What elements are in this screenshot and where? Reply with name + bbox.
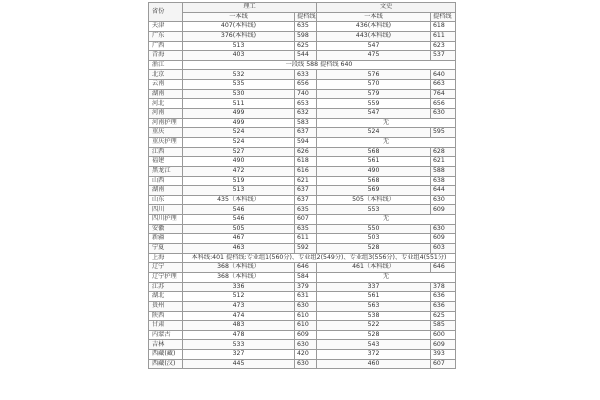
science-tier1-cell: 473 [183,301,295,311]
province-cell: 贵州 [149,301,183,311]
table-body [149,3,456,369]
liberal-tier1-cell: 568 [317,176,431,186]
liberal-tier1-cell: 550 [317,224,431,234]
table-row [149,301,456,311]
science-tier1-cell: 505 [183,224,295,234]
liberal-tier1-cell: 561 [317,292,431,302]
table-row [149,60,456,70]
table-row [149,31,456,41]
table-row [149,128,456,138]
science-admit-cell: 609 [295,330,317,340]
province-cell: 新疆 [149,234,183,244]
table-row [149,22,456,32]
science-admit-cell: 635 [295,224,317,234]
liberal-none-cell: 无 [317,118,456,128]
liberal-tier1-cell: 337 [317,282,431,292]
liberal-none-cell: 无 [317,215,456,225]
liberal-admit-cell: 764 [431,89,456,99]
province-cell: 广西 [149,41,183,51]
science-admit-cell: 631 [295,292,317,302]
liberal-tier1-cell: 372 [317,350,431,360]
table-row [149,359,456,369]
liberal-admit-cell: 611 [431,31,456,41]
liberal-admit-cell: 609 [431,205,456,215]
liberal-admit-cell: 644 [431,186,456,196]
science-tier1-cell: 513 [183,41,295,51]
span-note-cell: 一段线 588 提档线 640 [183,60,456,70]
table-row [149,244,456,254]
province-cell: 江苏 [149,282,183,292]
liberal-tier1-cell: 461（本科线） [317,263,431,273]
province-cell: 重庆护理 [149,137,183,147]
province-cell: 云南 [149,80,183,90]
table-row [149,234,456,244]
science-admit-cell: 653 [295,99,317,109]
table-row [149,157,456,167]
science-header: 理工 [183,3,317,13]
science-admit-cell: 618 [295,157,317,167]
science-tier1-cell: 532 [183,70,295,80]
science-admit-cell: 420 [295,350,317,360]
science-admit-cell: 544 [295,51,317,61]
province-cell: 辽宁 [149,263,183,273]
science-tier1-cell: 467 [183,234,295,244]
science-admit-cell: 625 [295,41,317,51]
province-cell: 湖南 [149,89,183,99]
table-row [149,89,456,99]
table-row [149,186,456,196]
science-tier1-cell: 483 [183,321,295,331]
liberal-tier1-cell: 559 [317,99,431,109]
science-tier1-cell: 463 [183,244,295,254]
science-tier1-cell: 511 [183,99,295,109]
science-tier1-cell: 403 [183,51,295,61]
table-row [149,70,456,80]
table-row [149,195,456,205]
liberal-admit-cell: 609 [431,234,456,244]
liberal-admit-cell: 640 [431,70,456,80]
liberal-admit-cell: 636 [431,301,456,311]
science-admit-cell: 611 [295,234,317,244]
science-tier1-header: 一本线 [183,12,295,22]
liberal-admit-cell: 663 [431,80,456,90]
science-tier1-cell: 490 [183,157,295,167]
province-cell: 黑龙江 [149,166,183,176]
liberal-tier1-cell: 568 [317,147,431,157]
table-row [149,99,456,109]
table-row [149,147,456,157]
liberal-admit-cell: 623 [431,41,456,51]
table-row [149,137,456,147]
science-tier1-cell: 368（本科线） [183,263,295,273]
science-tier1-cell: 546 [183,205,295,215]
science-tier1-cell: 499 [183,118,295,128]
province-cell: 安徽 [149,224,183,234]
science-tier1-cell: 530 [183,89,295,99]
science-tier1-cell: 513 [183,186,295,196]
science-tier1-cell: 546 [183,215,295,225]
province-cell: 甘肃 [149,321,183,331]
liberal-admit-cell: 609 [431,340,456,350]
science-tier1-cell: 368（本科线） [183,272,295,282]
science-admit-cell: 379 [295,282,317,292]
table-row [149,263,456,273]
province-cell: 山东 [149,195,183,205]
liberal-admit-cell: 638 [431,176,456,186]
liberal-tier1-cell: 569 [317,186,431,196]
liberal-tier1-cell: 553 [317,205,431,215]
liberal-admit-cell: 378 [431,282,456,292]
liberal-tier1-cell: 436(本科线) [317,22,431,32]
liberal-admit-cell: 588 [431,166,456,176]
science-tier1-cell: 512 [183,292,295,302]
liberal-admit-cell: 628 [431,147,456,157]
science-admit-cell: 646 [295,263,317,273]
province-cell: 陕西 [149,311,183,321]
liberal-admit-cell: 636 [431,292,456,302]
science-tier1-cell: 407(本科线) [183,22,295,32]
liberal-none-cell: 无 [317,137,456,147]
table-row [149,311,456,321]
science-admit-cell: 598 [295,31,317,41]
liberal-tier1-cell: 443(本科线) [317,31,431,41]
liberal-admit-cell: 585 [431,321,456,331]
table-row [149,253,456,263]
science-tier1-cell: 327 [183,350,295,360]
table-row [149,118,456,128]
table-row [149,51,456,61]
liberal-tier1-cell: 576 [317,70,431,80]
table-row [149,80,456,90]
science-admit-cell: 621 [295,176,317,186]
liberal-tier1-cell: 570 [317,80,431,90]
science-tier1-cell: 499 [183,109,295,119]
liberal-admit-cell: 656 [431,99,456,109]
liberal-admit-cell: 621 [431,157,456,167]
table-row [149,350,456,360]
liberal-tier1-cell: 522 [317,321,431,331]
province-cell: 辽宁护理 [149,272,183,282]
liberal-admit-cell: 618 [431,22,456,32]
province-cell: 西藏(藏) [149,350,183,360]
science-admit-cell: 740 [295,89,317,99]
science-admit-cell: 637 [295,195,317,205]
province-cell: 湖南 [149,186,183,196]
province-cell: 河南 [149,109,183,119]
science-admit-cell: 626 [295,147,317,157]
province-cell: 内蒙古 [149,330,183,340]
science-admit-cell: 635 [295,22,317,32]
science-admit-cell: 633 [295,70,317,80]
table-row [149,292,456,302]
table-row [149,272,456,282]
science-admit-cell: 637 [295,186,317,196]
liberal-tier1-cell: 524 [317,128,431,138]
liberal-tier1-cell: 561 [317,157,431,167]
province-header: 省份 [149,3,183,22]
liberal-admit-header: 提档线 [431,12,456,22]
science-tier1-cell: 474 [183,311,295,321]
liberal-none-cell: 无 [317,272,456,282]
liberal-admit-cell: 630 [431,195,456,205]
table-row [149,166,456,176]
province-cell: 河北 [149,99,183,109]
liberal-header: 文史 [317,3,456,13]
science-admit-cell: 583 [295,118,317,128]
science-tier1-cell: 527 [183,147,295,157]
science-admit-cell: 584 [295,272,317,282]
province-cell: 山西 [149,176,183,186]
science-admit-cell: 594 [295,137,317,147]
province-cell: 天津 [149,22,183,32]
liberal-admit-cell: 393 [431,350,456,360]
province-cell: 重庆 [149,128,183,138]
table-row [149,330,456,340]
liberal-tier1-cell: 475 [317,51,431,61]
science-admit-cell: 616 [295,166,317,176]
liberal-tier1-cell: 579 [317,89,431,99]
science-tier1-cell: 472 [183,166,295,176]
province-cell: 河南护理 [149,118,183,128]
science-admit-cell: 630 [295,340,317,350]
science-admit-cell: 656 [295,80,317,90]
table-row [149,215,456,225]
liberal-tier1-cell: 505（本科线） [317,195,431,205]
liberal-tier1-cell: 547 [317,109,431,119]
province-cell: 浙江 [149,60,183,70]
science-admit-header: 提档线 [295,12,317,22]
liberal-admit-cell: 607 [431,359,456,369]
liberal-tier1-cell: 547 [317,41,431,51]
province-cell: 江西 [149,147,183,157]
span-note-cell: 本科线:401 提档线:专业组1(560分)、专业组2(549分)、专业组3(556分)、专业组4(551分) [183,253,456,263]
province-cell: 福建 [149,157,183,167]
liberal-admit-cell: 595 [431,128,456,138]
table-row [149,109,456,119]
liberal-tier1-header: 一本线 [317,12,431,22]
table-row [149,321,456,331]
province-cell: 四川护理 [149,215,183,225]
science-admit-cell: 637 [295,128,317,138]
science-admit-cell: 610 [295,321,317,331]
science-admit-cell: 630 [295,359,317,369]
science-tier1-cell: 336 [183,282,295,292]
liberal-tier1-cell: 503 [317,234,431,244]
science-tier1-cell: 478 [183,330,295,340]
liberal-tier1-cell: 460 [317,359,431,369]
science-tier1-cell: 435（本科线） [183,195,295,205]
table-row [149,282,456,292]
science-admit-cell: 630 [295,301,317,311]
province-cell: 宁夏 [149,244,183,254]
liberal-tier1-cell: 543 [317,340,431,350]
science-admit-cell: 607 [295,215,317,225]
science-tier1-cell: 535 [183,80,295,90]
liberal-admit-cell: 600 [431,330,456,340]
science-tier1-cell: 533 [183,340,295,350]
province-cell: 青海 [149,51,183,61]
province-cell: 北京 [149,70,183,80]
science-tier1-cell: 445 [183,359,295,369]
liberal-admit-cell: 646 [431,263,456,273]
table-row [149,205,456,215]
science-admit-cell: 632 [295,109,317,119]
liberal-admit-cell: 630 [431,109,456,119]
table-row [149,224,456,234]
liberal-tier1-cell: 528 [317,330,431,340]
province-cell: 上海 [149,253,183,263]
science-tier1-cell: 376(本科线) [183,31,295,41]
header-row [149,3,456,13]
table-row [149,176,456,186]
science-tier1-cell: 524 [183,137,295,147]
liberal-admit-cell: 630 [431,224,456,234]
liberal-admit-cell: 603 [431,244,456,254]
liberal-tier1-cell: 528 [317,244,431,254]
liberal-tier1-cell: 490 [317,166,431,176]
province-cell: 四川 [149,205,183,215]
science-admit-cell: 592 [295,244,317,254]
science-tier1-cell: 524 [183,128,295,138]
science-admit-cell: 610 [295,311,317,321]
table-row [149,340,456,350]
province-cell: 吉林 [149,340,183,350]
subheader-row [149,12,456,22]
province-cell: 湖北 [149,292,183,302]
liberal-admit-cell: 537 [431,51,456,61]
province-cell: 广东 [149,31,183,41]
table-row [149,41,456,51]
province-cell: 西藏(汉) [149,359,183,369]
liberal-admit-cell: 625 [431,311,456,321]
science-admit-cell: 635 [295,205,317,215]
science-tier1-cell: 519 [183,176,295,186]
score-table [148,2,456,369]
liberal-tier1-cell: 563 [317,301,431,311]
liberal-tier1-cell: 538 [317,311,431,321]
